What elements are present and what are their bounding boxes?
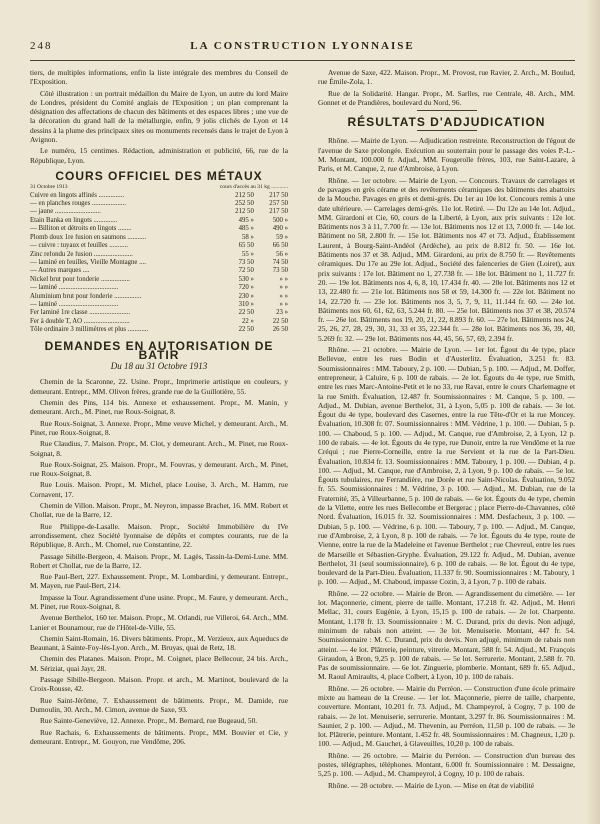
metaux-table <box>30 183 288 334</box>
metaux-label: — laminé ................................... <box>30 300 119 308</box>
metaux-price-high: 217 50 <box>269 208 288 216</box>
demande-entry: Rue Paul-Bert, 227. Exhaussement. Propr., M. Lombardini, y demeurant. Entrepr., M. Mayen, rue Paul-Bert, 214. <box>30 572 288 591</box>
resultat-entry: Rhône. — 28 octobre. — Mairie de Lyon. — Mise en état de viabilité <box>328 780 535 790</box>
page-edge-shadow <box>586 0 600 824</box>
metaux-price-low: 65 50 <box>238 242 254 250</box>
metaux-label: Cuivre en lingots affinés ............... <box>30 191 125 199</box>
metaux-price-high: 59 » <box>276 233 288 241</box>
metaux-price-high: 217 50 <box>269 191 288 199</box>
demande-entry: Chemin Saint-Romain, 16. Divers bâtiments. Propr., M. Verzieux, aux Aqueducs de Beaunant, à Sainte-Foy-lès-Lyon. Arch., M. Bruyas, quai de Retz, 18. <box>30 633 288 653</box>
metaux-label: — jaune ........................... <box>30 208 101 216</box>
demande-entry: Chemin de Villon. Maison. Propr., M. Neyron, impasse Brachet, 16. MM. Robert et Chollat, rue de la Barre, 12. <box>30 501 288 520</box>
metaux-price-low: 495 » <box>238 216 254 224</box>
demande-entry: Rue Rachais, 6. Exhaussements de bâtiments. Propr., MM. Bouvier et Cie, y demeurant. Entrepr., M. Gouyon, rue Vendôme, 206. <box>30 727 288 746</box>
demande-entry: Avenue Berthelot, 160 ter. Maison. Propr., M. Orlandi, rue Villeroi, 64. Arch., MM. Lanier et Bounamour, rue de l'Hôtel-de-Ville, 55. <box>30 613 288 632</box>
metaux-label: — en planches rouges .................... <box>30 200 126 208</box>
metaux-price-high: 500 » <box>272 216 288 224</box>
metaux-row <box>30 192 288 200</box>
metaux-label: — laminé ................................... <box>30 284 119 292</box>
metaux-price-low: 310 » <box>238 300 254 308</box>
metaux-price-low: 22 50 <box>238 326 254 334</box>
metaux-row <box>30 276 288 284</box>
metaux-price-low: 212 50 <box>235 191 254 199</box>
metaux-price-high: 23 » <box>276 309 288 317</box>
metaux-row <box>30 309 288 317</box>
intro-paragraph: Côté illustration : un portrait médaillon du Maire de Lyon, un autre du lord Maire de Londres, président du Comité anglais de l'Exposition ; un plan comprenant la désignation des affectations de chacun des bâtiments et des espaces libres ; une vue de la décoration du grand hall de la métallurgie, enfin, 9 jolis clichés de Lyon et 14 dessins à la plume des principaux sites ou monuments recensés dans le trajet de Lyon à Avignon. <box>30 88 288 145</box>
resultat-entry: Rhône. — Mairie de Lyon. — Adjudication restreinte. Reconstruction de l'égout de l'avenue de Saxe prolongée. Exécution au souterrain pour le passage des voies P.-L.-M. Montant, 100.000 fr. Adjud., MM. Fougerolle frères, 103, rue Saint-Lazare, à Paris, et M. Canque, 2, rue d'Ambroise, à Lyon. <box>318 136 575 174</box>
resultats-list <box>318 136 575 789</box>
metaux-price-high: 26 50 <box>272 326 288 334</box>
demande-entry: Rue Claudius, 7. Maison. Propr., M. Clot, y demeurant. Arch., M. Pinet, rue Roux-Soignat, 8. <box>30 439 288 458</box>
metaux-price-high: » » <box>279 292 288 300</box>
demande-entry: Rue Louis. Maison. Propr., M. Michel, place Louise, 3. Arch., M. Hamm, rue Cornavent, 17. <box>30 480 288 499</box>
metaux-row <box>30 251 288 259</box>
resultat-entry: Rhône. — 26 octobre. — Mairie du Perréon. — Construction d'un bureau des postes, télégraphes, téléphones. Montant, 6.000 fr. Soumissionnaire : M. Dessaigne, 5,25 p. 100. — Adjud., M. Champeyrol, à Cogny, 10 p. 100 de rabais. <box>318 750 575 779</box>
metaux-price-high: 73 50 <box>272 267 288 275</box>
demande-entry: Rue Sainte-Geneviève, 12. Annexe. Propr., M. Bernard, rue Bugeaud, 50. <box>40 716 258 726</box>
metaux-price-low: 212 50 <box>235 208 254 216</box>
demande-entry: Rue Roux-Soignat, 3. Annexe. Propr., Mme veuve Michel, y demeurant. Arch., M. Pinet, rue Roux-Soignat, 8. <box>30 418 288 437</box>
metaux-row <box>30 293 288 301</box>
metaux-label: — cuivre : tuyaux et feuilles ........... <box>30 242 128 250</box>
metaux-label: Étain Banka en lingots .............. <box>30 216 118 224</box>
demande-entry: Impasse la Tour. Agrandissement d'une usine. Propr., M. Faure, y demeurant. Arch., M. Pinet, rue Roux-Soignat, 8. <box>30 592 288 611</box>
metaux-label: Zinc refondu 2e fusion ....................... <box>30 250 133 258</box>
intro-paragraph: tiers, de multiples informations, enfin la liste intégrale des membres du Conseil de l'Exposition. <box>30 68 288 87</box>
page-number: 248 <box>30 40 53 52</box>
resultat-entry: Rhône. — 22 octobre. — Mairie de Bron. — Agrandissement du cimetière. — 1er lot. Maçonnerie, ciment, pierre de taille. Montant, 17.218 fr. 42. Adjud., M. Henri Mellac, 31, cours Eugénie, à Lyon, 15,15 p. 100 de rabais. — 2e lot. Charpente. Montant, 1.178 fr. 13. Soumissionnaire : M. C. Durand, prix du devis. Non adjugé, minimum de rabais non atteint. — 3e lot. Menuiserie. Montant, 447 fr. 54. Soumissionnaire : M. C. Durand, prix du devis. Non adjugé, minimum de rabais non atteint. — 4e lot. Plâtrerie, peinture, vitrerie. Montant, 588 fr. 54. Adjud., M. François Giraudon, à Bron, 9,25 p. 100 de rabais. — 5e lot. Serrurerie. Montant, 2.588 fr. 70. Pas de soumissionnaire. — 6e lot. Zinguerie, plomberie. Montant, 689 fr. 65. Adjud., M. Raoul Amiraults, 4, place Colbert, à Lyon, 10 p. 100 de rabais. <box>318 588 575 682</box>
demande-entry: Rue Saint-Jérôme, 7. Exhaussement de bâtiments. Propr., M. Damide, rue Dumoulin, 30. Arch., M. Cimon, avenue de Saxe, 93. <box>30 695 288 714</box>
metaux-price-high: 22 50 <box>272 317 288 325</box>
intro-paragraph: Le numéro, 15 centimes. Rédaction, administration et publicité, 66, rue de la République, Lyon. <box>30 146 288 165</box>
metaux-row <box>30 318 288 326</box>
metaux-label: — Autres marques .... <box>30 267 90 275</box>
demande-entry: Passage Sibille-Bergeon, 4. Maison. Propr., M. Lagès, Tassin-la-Demi-Lune. MM. Robert et Chollat, rue de la Barre, 12. <box>30 551 288 570</box>
demande-entry: Chemin de la Scaronne, 22. Usine. Propr., Imprimerie artistique en couleurs, y demeurant. Entrepr., MM. Olivon frères, grande rue de la Guillotière, 55. <box>30 377 288 396</box>
demande-entry: Avenue de Saxe, 422. Maison. Propr., M. Provost, rue Ravier, 2. Arch., M. Boulud, rue Émile-Zola, 1. <box>318 68 575 87</box>
metaux-row <box>30 284 288 292</box>
metaux-row <box>30 208 288 216</box>
metaux-row <box>30 225 288 233</box>
demande-entry: Chemin des Platanes. Maison. Propr., M. Coignet, place Bellecour, 24 bis. Arch., M. Sériziat, quai Jayr, 28. <box>30 654 288 673</box>
demande-entry: Passage Sibille-Bergeon. Maison. Propr. et arch., M. Martinot, boulevard de la Croix-Rousse, 42. <box>30 675 288 694</box>
metaux-price-high: 74 50 <box>272 258 288 266</box>
metaux-label: Nickel brut pour fonderie ................. <box>30 275 130 283</box>
metaux-price-high: » » <box>279 300 288 308</box>
metaux-row <box>30 234 288 242</box>
metaux-price-high: » » <box>279 275 288 283</box>
metaux-row <box>30 267 288 275</box>
metaux-label: Tôle ordinaire 3 millimètres et plus ............ <box>30 326 149 334</box>
metaux-col-note: cours d'accès au 31 kg ............ <box>219 184 288 191</box>
resultat-entry: Rhône. — 21 octobre. — Mairie de Lyon. — 1er lot. Égout du 4e type, place Bellevue, entre les rues Bodin et d'Austerlitz. Évaluation, 3.251 fr. 83. Soumissionnaires : MM. Taboury, 2 p. 100. — Dubian, 5 p. 100. — Adjud., M. Doffer, entrepreneur, à Caluire, 6 p. 100 de rabais. — 2e lot. Égouts du 4e type, rue Smith, entre les rues Marc-Antoine-Petit et le no 33, rue Ravat, entre le cours Charlemagne et la rue Smith. Évaluation, 12.487 fr. Soumissionnaires : M. Canque, 5 p. 100. — Adjud., M. Dubian, avenue Berthelot, 31, à Lyon, 5,05 p. 100 de rabais. — 3e lot. Égout du 4e type, boulevard des Casernes, entre la rue Tête-d'Or et la rue Moncey. Évaluation, 10.308 fr. 07. Soumissionnaires : MM. Védrine, 1 p. 100. — Dubian, 5 p. 100. — Chaboud, 5 p. 100. — Adjud., M. Canque, rue d'Ambroise, 2, à Lyon, 12 p. 100 de rabais. — 4e lot. Égouts du 4e type, rue Dunoir, entre la rue Vendôme et la rue Créqui ; rue Pierre-Corneille, entre la rue Servient et la rue de la Part-Dieu. Évaluation, 10.834 fr. 13. Soumissionnaires : MM. Taboury, 1 p. 100. — Dubian, 4 p. 100. — Adjud., M. Canque, rue d'Ambroise, 2, à Lyon, 9 p. 100 de rabais. — 5e lot. Égouts tubulaires, rue Ferrandière, rue Dorée et rue Saint-Nicolas. Évaluation, 9.052 fr. 55. Soumissionnaires : M. Védrine, 3 p. 100. — Adjud., M. Dubian, rue de la Fraternité, 35, à Villeurbanne, 5 p. 100 de rabais. — 6e lot. Égouts du 4e type, chemin de la Vilette, entre les rues Bellecombe et Bergerac ; place Pierre-de-Chavannes, côté Nord. Évaluation, 16.015 fr. 32. Soumissionnaires : MM. Desfacheux, 3 p. 100. — Dubian, 5 p. 100. — Védrine, 6 p. 100. — Taboury, 7 p. 100. — Adjud., M. Canque, rue d'Ambroise, 2, à Lyon, 8 p. 100 de rabais. — 7e lot. Égouts du 4e type, route de Vienne, entre la rue de la Madeleine et l'avenue Berthelot ; rue Chevreul, entre les rues de Marseille et Sébastien-Gryphe. Évaluation, 29.122 fr. Adjud., M. Dubian, avenue Berthelot, 31 (seul soumissionnaire), 6 p. 100 de rabais. — 8e lot. Égout du 4e type, boulevard de la Part-Dieu. Évaluation, 11.337 fr. 90. Soumissionnaires : M. Taboury, 1 p. 100. — Adjud., M. Chaboud, impasse Cozin, 3, à Lyon, 7 p. 100 de rabais. <box>318 345 575 587</box>
section-divider <box>417 130 477 131</box>
metaux-header-row <box>30 183 288 191</box>
metaux-price-low: 55 » <box>241 250 254 258</box>
metaux-price-low: 230 » <box>238 292 254 300</box>
header-rule <box>30 60 575 61</box>
demandes-list <box>30 377 288 746</box>
metaux-label: — laminé en feuilles, Vieille Montagne .... <box>30 258 146 266</box>
metaux-row <box>30 217 288 225</box>
metaux-date: 31 Octobre 1913 <box>30 184 68 191</box>
metaux-label: Plomb doux 1re fusion en saumons ........... <box>30 233 147 241</box>
metaux-price-low: 252 50 <box>235 200 254 208</box>
page-header <box>30 40 575 56</box>
metaux-price-high: » » <box>279 284 288 292</box>
metaux-label: Aluminium brut pour fonderie ................ <box>30 292 142 300</box>
metaux-price-high: 257 50 <box>269 200 288 208</box>
metaux-price-low: 58 » <box>241 233 254 241</box>
metaux-label: Fer laminé 1re classe ........................ <box>30 309 131 317</box>
resultats-title: RÉSULTATS D'ADJUDICATION <box>347 115 546 130</box>
metaux-price-low: 530 » <box>238 275 254 283</box>
resultat-entry: Rhône. — 26 octobre. — Mairie du Perréon. — Construction d'une école primaire mixte au hameau de la Creuse. — 1er lot. Maçonnerie, pierre de taille, charpente, couverture. Montant, 10.201 fr. 73. Adjud., M. Champeyrol, à Cogny, 7 p. 100 de rabais. — 2e lot. Menuiserie, serrurerie. Montant, 3.297 fr. 86. Soumissionnaires : M. Saunier, 2 p. 100. — Adjud., M. Thevenin, au Perréon, 11,50 p. 100 de rabais. — 3e lot. Plâtrerie, peinture. Montant, 1.452 fr. 48. Soumissionnaires : M. Chagneux, 1,20 p. 100. — Adjud., M. Gauchet, à Glaveuilles, 10,20 p. 100 de rabais. <box>318 683 575 749</box>
journal-title: LA CONSTRUCTION LYONNAISE <box>190 40 415 52</box>
metaux-row <box>30 200 288 208</box>
metaux-price-low: 720 » <box>238 284 254 292</box>
metaux-price-high: 56 » <box>276 250 288 258</box>
metaux-price-high: 490 » <box>272 225 288 233</box>
demande-entry: Rue Roux-Soignat, 25. Maison. Propr., M. Fouvras, y demeurant. Arch., M. Pinet, rue Roux-Soignat, 8. <box>30 459 288 479</box>
metaux-price-high: 66 50 <box>272 242 288 250</box>
demande-entry: Rue de la Solidarité. Hangar. Propr., M. Sarlles, rue Centrale, 48. Arch., MM. Gonnet et de Prandières, boulevard du Nord, 96. <box>318 88 575 107</box>
metaux-price-low: 22 » <box>241 317 254 325</box>
resultat-entry: Rhône. — 1er octobre. — Mairie de Lyon. — Concours. Travaux de carrelages et de pavages en grès cérame et des revêtements céramiques des bâtiments des abattoirs de la Mouche. Pavages en grès et demi-grès. Du 1er au 10e lot. Concours remis à une date ultérieure. — Carrelages demi-grès. 11e lot. Retiré. — Du 12e au 14e lot. Adjud., MM. Girardoni et Cie, 60, cours de la Liberté, à Lyon, aux prix suivants : 12e lot. Bâtiments nos 3 à 11, 7.700 fr. — 13e lot. Bâtiments nos 12 et 13, 7.000 fr. — 14e lot. Bâtiment no 58, 2.800 fr. — 15e lot. Bâtiments nos 47 et 73. Adjud., Établissement Laurent, à Bourg-Saint-Andéol (Ardèche), au prix de 8.812 fr. 50. — 16e lot. Bâtiments nos 37 et 38. Adjud., MM. Girardoni, au prix de 8.750 fr. — Revêtements céramiques. Du 17e au 29e lot. Adjud., Société des faïenceries de Gien (Loiret), aux prix suivants : 17e lot. Bâtiment no 1, 27.738 fr. — 18e lot. Bâtiment no 1, 11.727 fr. 20. — 19e lot. Bâtiments nos 4, 6, 8, 10, 17.434 fr. 40. — 20e lot. Bâtiments nos 12 et 13, 22.480 fr. — 21e lot. Bâtiments nos 58 et 59, 14.300 fr. — 22e lot. Bâtiment no 14, 22.720 fr. — 23e lot. Bâtiments nos 3, 5, 7, 9, 11, 11.144 fr. 60. — 24e lot. Bâtiments nos 60, 61, 62, 63, 5.244 fr. 80. — 25e lot. Bâtiments nos 37 et 38, 20.574 fr. — 26e lot. Bâtiments nos 19, 20, 21, 22, 8.893 fr. 60. — 27e lot. Bâtiments nos 24, 25, 26, 27, 28, 29, 30, 31, 33 et 35, 22.344 fr. — 28e lot. Bâtiments nos 36, 39, 40, 5.269 fr. 32. — 29e lot. Bâtiments nos 44, 45, 56, 57, 69, 2.394 fr. <box>318 175 575 343</box>
demande-entry: Chemin des Pins, 114 bis. Annexe et exhaussement. Propr., M. Manin, y demeurant. Arch., M. Pinet, rue Roux-Soignat, 8. <box>30 398 288 417</box>
demandes-title: DEMANDES EN AUTORISATION DE BATIR <box>44 338 274 362</box>
demandes-subtitle: Du 18 au 31 Octobre 1913 <box>110 361 208 372</box>
metaux-price-low: 73 50 <box>238 258 254 266</box>
right-column <box>318 68 575 792</box>
left-column <box>30 68 288 748</box>
metaux-title: COURS OFFICIEL DES MÉTAUX <box>55 168 263 183</box>
metaux-label: Fer à double T, AO ........................... <box>30 317 130 325</box>
metaux-row <box>30 326 288 334</box>
metaux-row <box>30 242 288 250</box>
metaux-price-low: 22 50 <box>238 309 254 317</box>
metaux-label: — Billiton et détroits en lingots ........ <box>30 225 132 233</box>
metaux-row <box>30 259 288 267</box>
section-divider <box>417 110 477 111</box>
metaux-price-low: 485 » <box>238 225 254 233</box>
demande-entry: Rue Philippe-de-Lasalle. Maison. Propr., Société Immobilière du IVe arrondissement, chez Société lyonnaise de dépôts et comptes courants, rue de la République, 8. Arch., M. Chomel, rue Constantine, 22. <box>30 521 288 550</box>
metaux-row <box>30 301 288 309</box>
metaux-price-low: 72 50 <box>238 267 254 275</box>
